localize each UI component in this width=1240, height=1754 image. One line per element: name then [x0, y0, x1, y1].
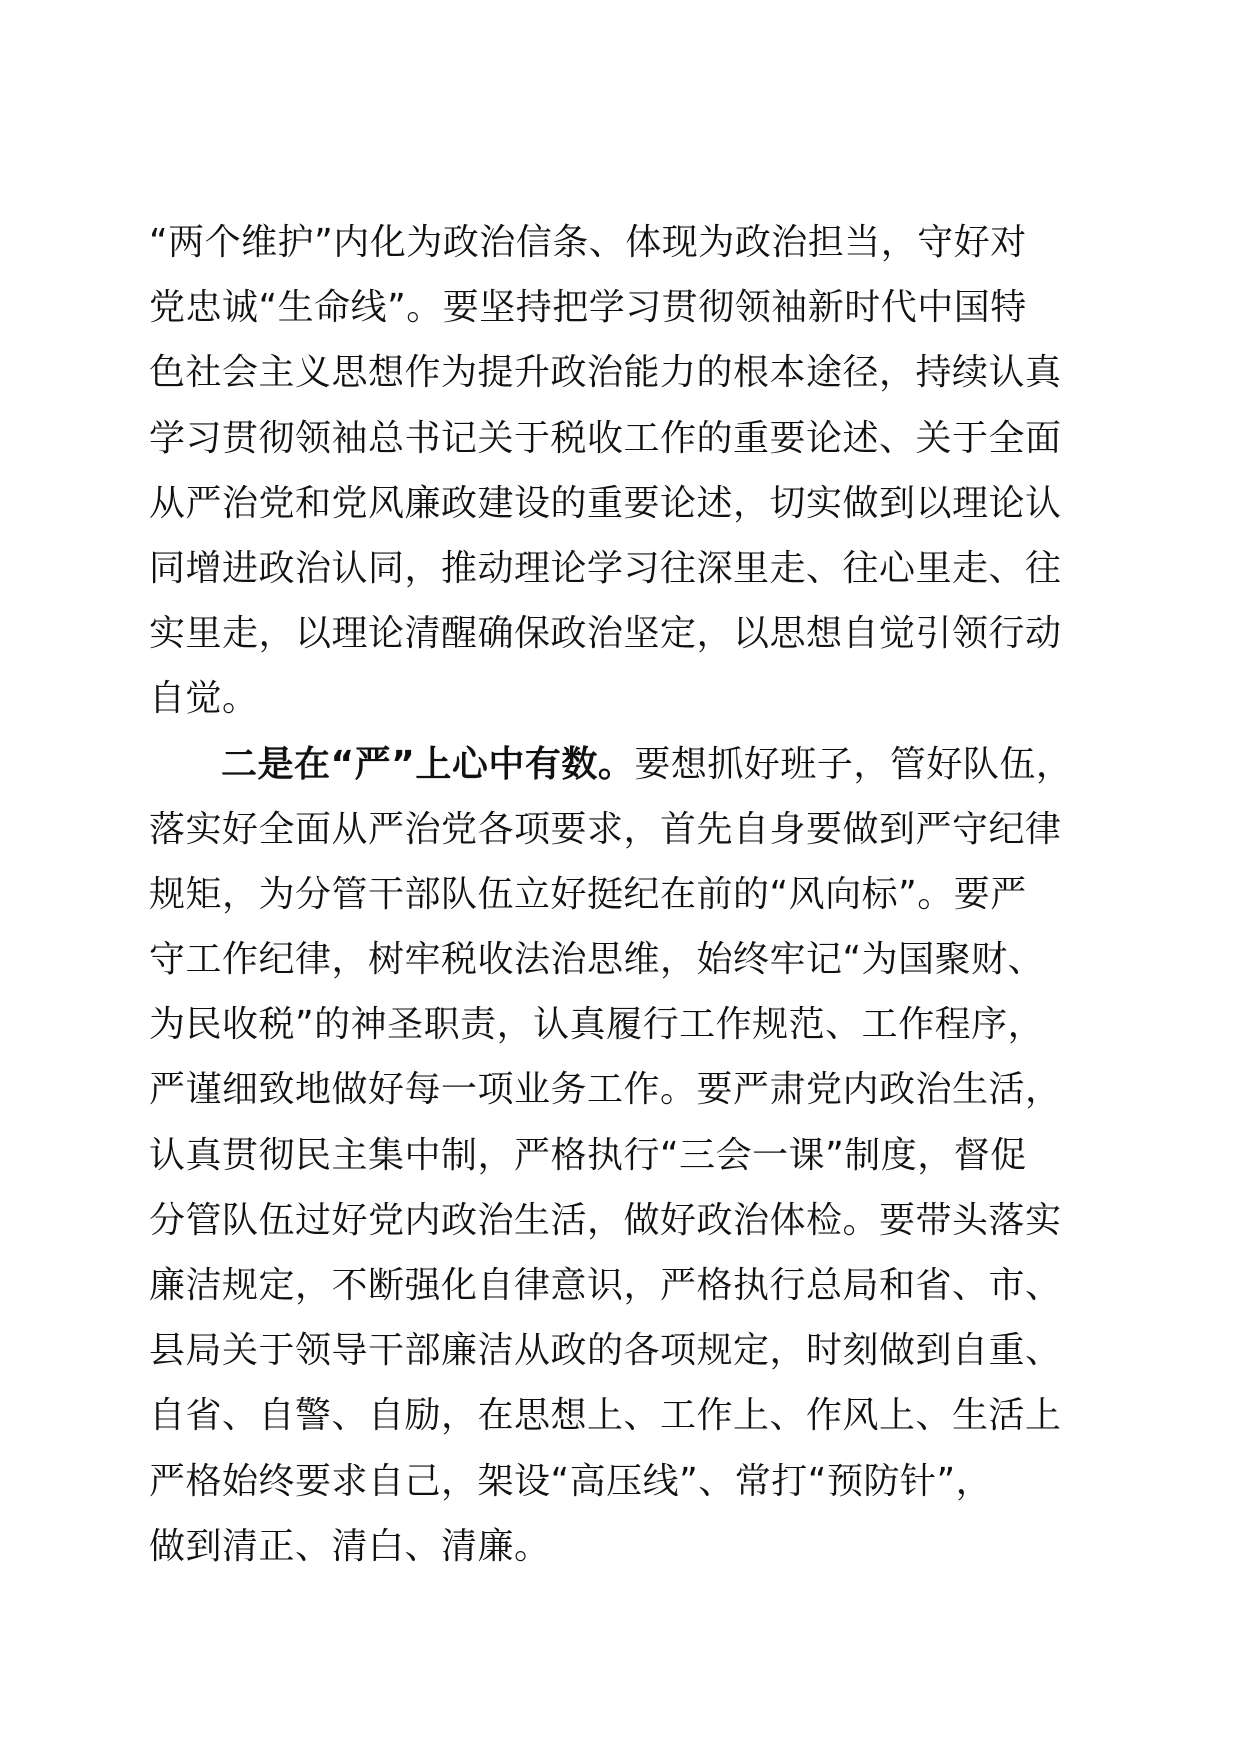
text-line: 党忠诚“生命线”。要坚持把学习贯彻领袖新时代中国特 [149, 287, 1027, 329]
text-line: “两个维护”内化为政治信条、体现为政治担当，守好对 [149, 222, 1027, 263]
text-line: 认真贯彻民主集中制，严格执行“三会一课”制度，督促 [149, 1134, 1027, 1176]
text-line: 自觉。 [149, 678, 259, 720]
text-line: 做到清正、清白、清廉。 [149, 1525, 551, 1567]
text-line: 严格始终要求自己，架设“高压线”、常打“预防针”， [149, 1460, 993, 1502]
text-line: 学习贯彻领袖总书记关于税收工作的重要论述、关于全面 [149, 417, 1062, 459]
paragraph-heading: 二是在“严”上心中有数。 [221, 743, 635, 785]
paragraph-2 [149, 732, 1109, 1579]
text-line: 分管队伍过好党内政治生活，做好政治体检。要带头落实 [149, 1199, 1062, 1241]
paragraph-first-line-text: 要想抓好班子，管好队伍， [634, 743, 1073, 785]
text-line: 为民收税”的神圣职责，认真履行工作规范、工作程序， [149, 1004, 1045, 1046]
text-line: 廉洁规定，不断强化自律意识，严格执行总局和省、市、 [149, 1265, 1062, 1306]
paragraph-first-line [149, 732, 1109, 797]
text-line: 实里走，以理论清醒确保政治坚定，以思想自觉引领行动 [149, 613, 1062, 655]
text-line: 严谨细致地做好每一项业务工作。要严肃党内政治生活， [149, 1069, 1062, 1111]
text-line: 落实好全面从严治党各项要求，首先自身要做到严守纪律 [149, 808, 1062, 850]
text-line: 守工作纪律，树牢税收法治思维，始终牢记“为国聚财、 [149, 939, 1045, 981]
paragraph-1 [149, 210, 1109, 732]
text-line: 自省、自警、自励，在思想上、工作上、作风上、生活上 [149, 1395, 1062, 1437]
body-text [149, 210, 1109, 1579]
text-line: 从严治党和党风廉政建设的重要论述，切实做到以理论认 [149, 482, 1062, 524]
text-line: 同增进政治认同，推动理论学习往深里走、往心里走、往 [149, 547, 1062, 589]
text-line: 规矩，为分管干部队伍立好挺纪在前的“风向标”。要严 [149, 873, 1027, 915]
text-line: 色社会主义思想作为提升政治能力的根本途径，持续认真 [149, 352, 1062, 394]
text-line: 县局关于领导干部廉洁从政的各项规定，时刻做到自重、 [149, 1330, 1062, 1372]
